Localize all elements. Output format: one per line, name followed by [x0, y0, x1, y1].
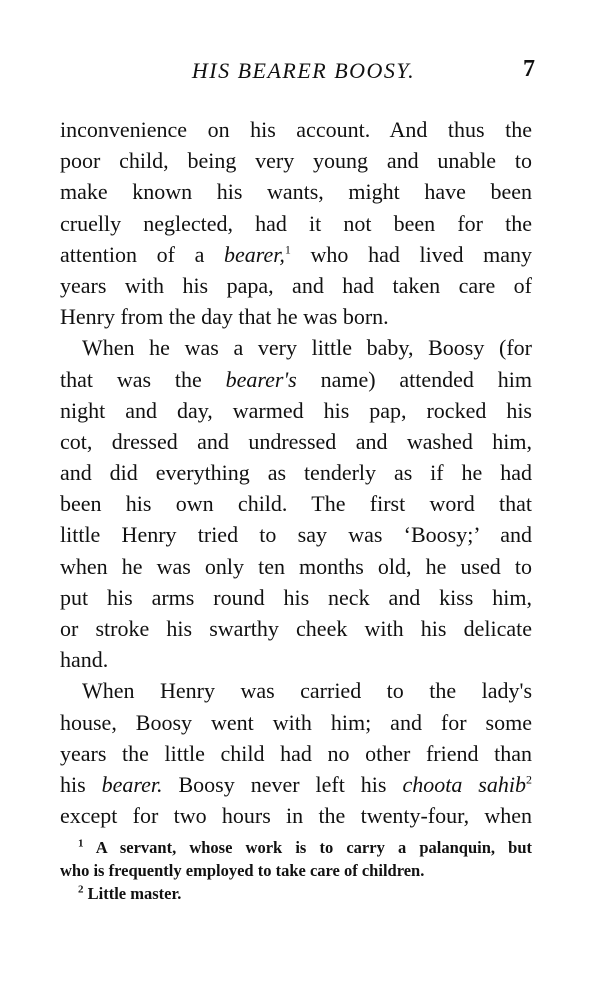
text-line: cot, dressed and undressed and washed him,: [60, 428, 532, 454]
footnote-ref-2: 2: [525, 772, 532, 787]
text-line: When Henry was carried to the lady's: [82, 678, 532, 704]
text-line: that was the bearer's name) attended him: [60, 366, 532, 392]
text-line: except for two hours in the twenty-four, when: [60, 803, 532, 829]
text-line: When he was a very little baby, Boosy (for: [82, 335, 532, 361]
text-line: make known his wants, might have been: [60, 179, 532, 205]
footnote-1-continued: who is frequently employed to take care of children.: [60, 861, 425, 880]
text-line: or stroke his swarthy cheek with his delicate: [60, 616, 532, 641]
text-line: put his arms round his neck and kiss him,: [60, 584, 532, 610]
text-line: house, Boosy went with him; and for some: [60, 709, 532, 735]
footnote-2: $^2$ Little master.: [78, 883, 182, 903]
body-text: [60, 114, 532, 831]
text-line: hand.: [60, 647, 109, 673]
text-line: poor child, being very young and unable to: [60, 148, 532, 174]
text-line: when he was only ten months old, he used to: [60, 553, 532, 579]
footnote-1: $^1$ A servant, whose work is to carry a palanquin, but: [78, 837, 532, 857]
text-line: night and day, warmed his pap, rocked his: [60, 397, 532, 423]
running-title: HIS BEARER BOOSY.: [191, 58, 416, 83]
text-line: years the little child had no other friend than: [60, 740, 532, 766]
text-line: inconvenience on his account. And thus the: [60, 117, 532, 142]
footnote-ref-1: 1: [284, 242, 291, 257]
text-line: been his own child. The first word that: [60, 491, 532, 517]
running-head: [0, 52, 607, 88]
text-line: cruelly neglected, had it not been for the: [60, 210, 532, 236]
page-number: 7: [523, 56, 535, 82]
text-line: his bearer. Boosy never left his choota sahib$^2$: [60, 771, 532, 797]
text-line: little Henry tried to say was ‘Boosy;’ and: [60, 522, 532, 548]
text-line: attention of a bearer,$^1$ who had lived many: [60, 241, 532, 267]
text-line: Henry from the day that he was born.: [60, 304, 389, 330]
text-line: and did everything as tenderly as if he had: [60, 460, 532, 486]
footnotes: [60, 836, 532, 905]
text-line: years with his papa, and had taken care of: [60, 272, 532, 298]
